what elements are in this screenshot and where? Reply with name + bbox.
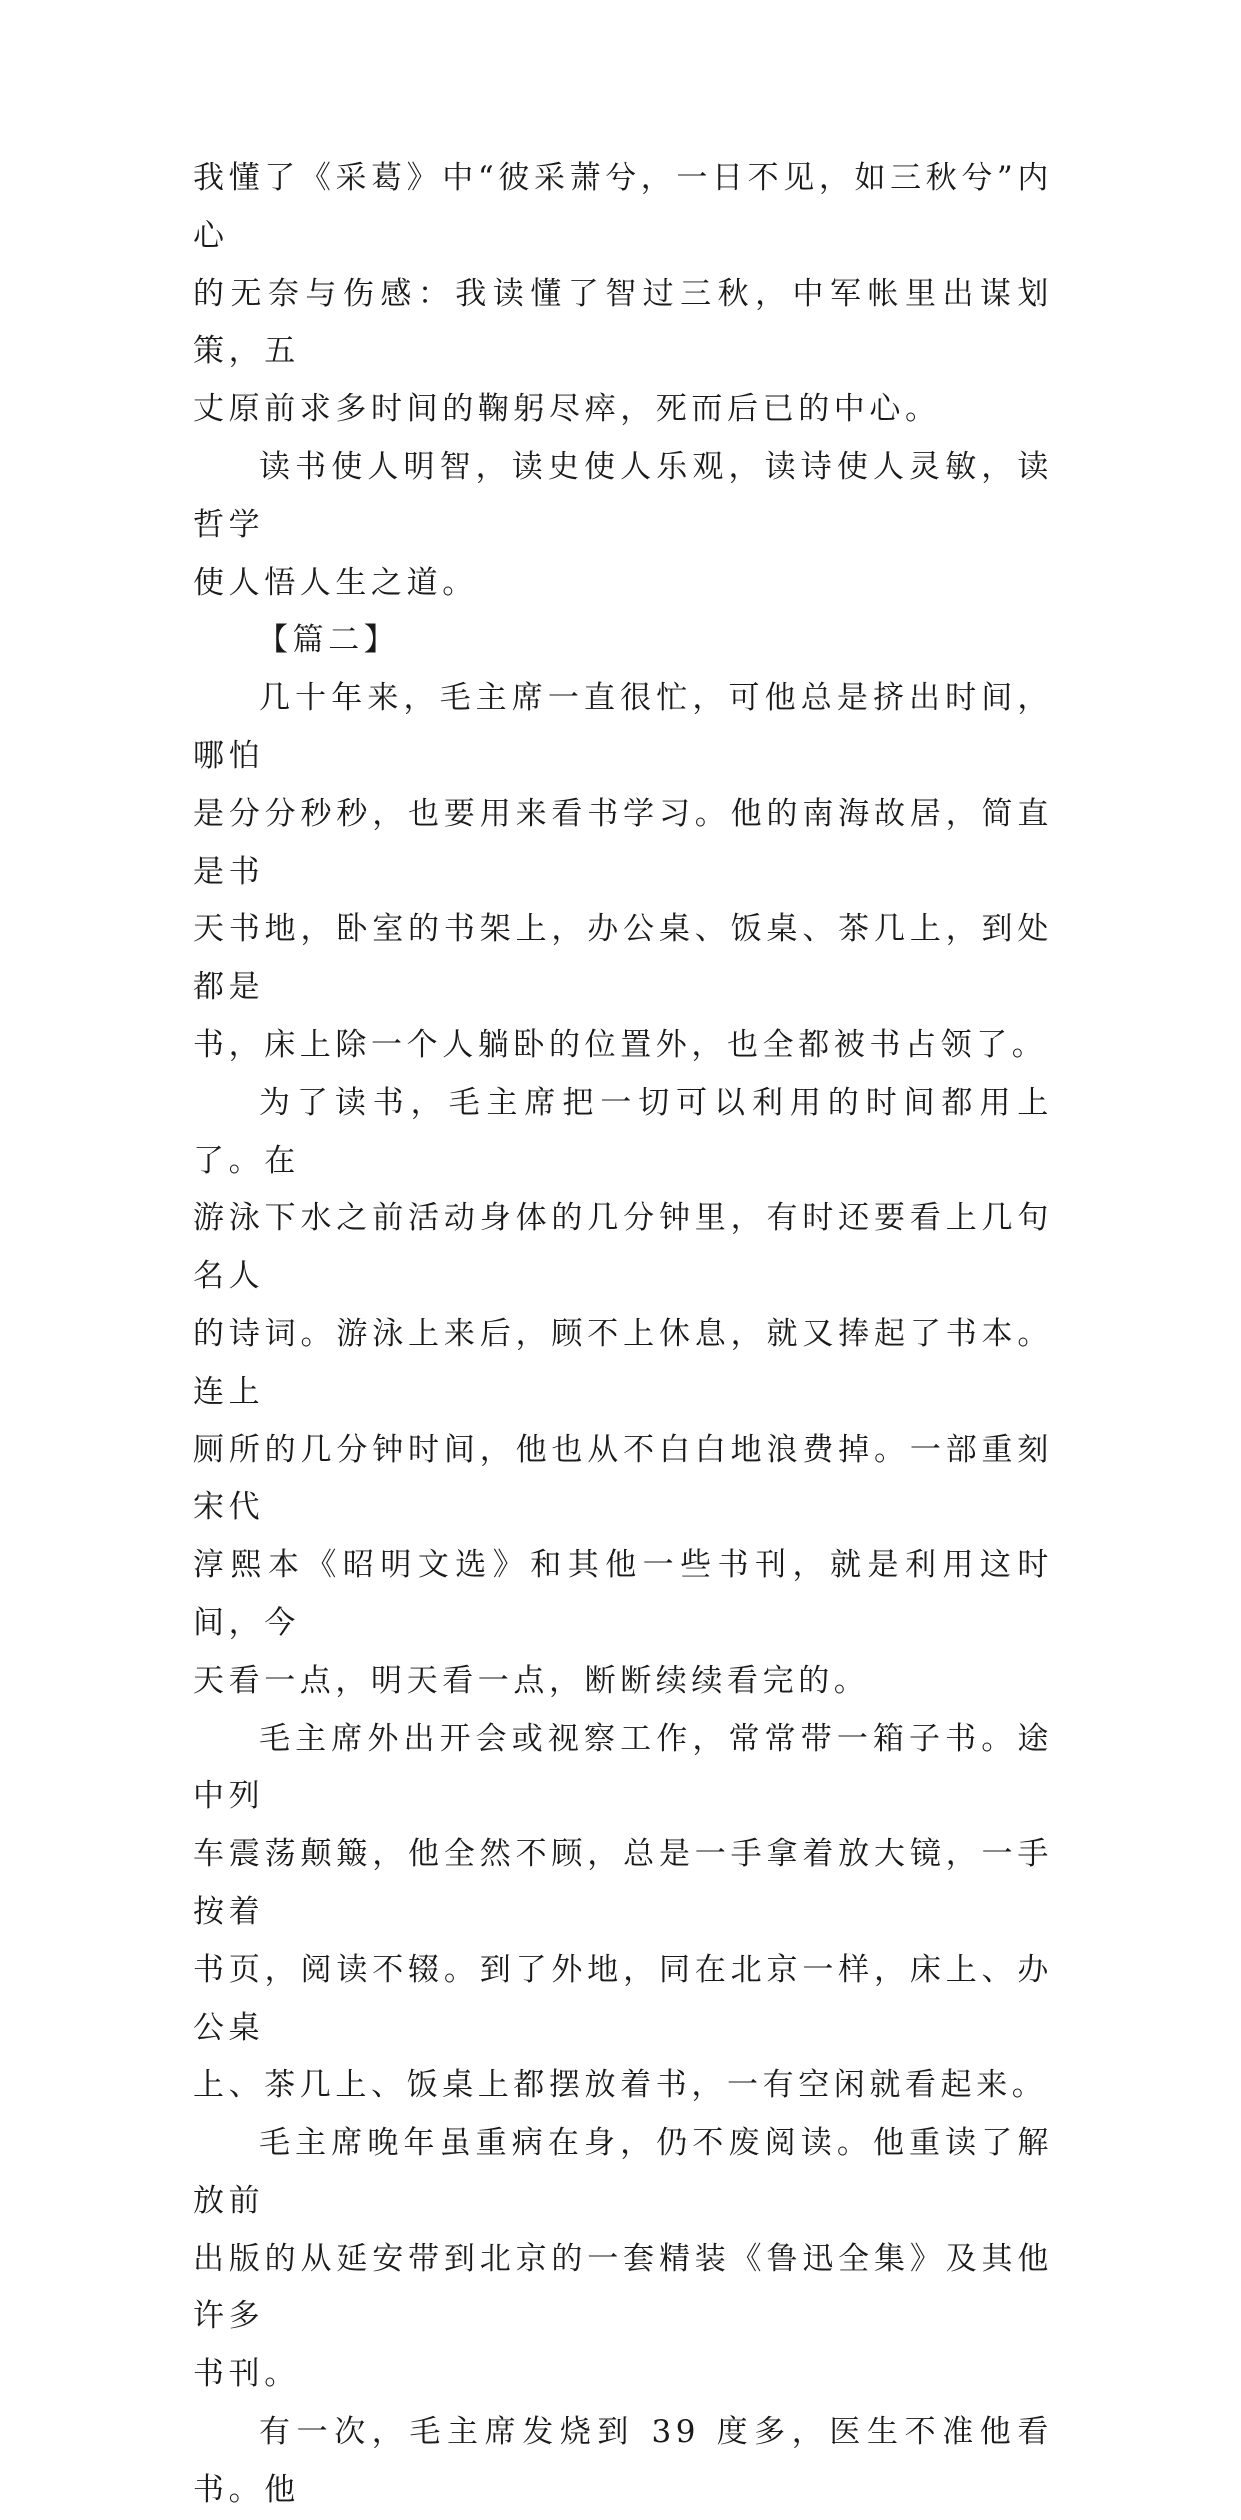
section-paragraph-2 (193, 1075, 1053, 1711)
text-line: 书页，阅读不辍。到了外地，同在北京一样，床上、办公桌 (193, 1951, 1053, 2046)
text-line: 车震荡颠簸，他全然不顾，总是一手拿着放大镜，一手按着 (193, 1836, 1053, 1930)
text-line: 毛主席外出开会或视察工作，常常带一箱子书。途中列 (193, 1720, 1053, 1815)
text-line: 上、茶几上、饭桌上都摆放着书，一有空闲就看起来。 (193, 2067, 1048, 2104)
document-body (193, 150, 1053, 2520)
text-line: 的诗词。游泳上来后，顾不上休息，就又捧起了书本。连上 (193, 1315, 1053, 1410)
paragraph-2 (193, 439, 1053, 612)
text-line: 有一次，毛主席发烧到 39 度多，医生不准他看书。他 (193, 2414, 1053, 2508)
text-line: 天看一点，明天看一点，断断续续看完的。 (193, 1662, 870, 1699)
text-line: 几十年来，毛主席一直很忙，可他总是挤出时间，哪怕 (193, 680, 1053, 774)
section-paragraph-1 (193, 670, 1053, 1075)
text-line: 我懂了《采葛》中“彼采萧兮，一日不见，如三秋兮”内心 (193, 160, 1053, 254)
paragraph-1 (193, 150, 1053, 439)
text-line: 书，床上除一个人躺卧的位置外，也全都被书占领了。 (193, 1026, 1048, 1063)
text-line: 书刊。 (193, 2356, 300, 2393)
text-line: 淳熙本《昭明文选》和其他一些书刊，就是利用这时间，今 (193, 1547, 1053, 1641)
section-paragraph-4 (193, 2115, 1053, 2404)
text-line: 游泳下水之前活动身体的几分钟里，有时还要看上几句名人 (193, 1200, 1053, 1295)
text-line: 读书使人明智，读史使人乐观，读诗使人灵敏，读哲学 (193, 448, 1053, 543)
text-line: 丈原前求多时间的鞠躬尽瘁，死而后已的中心。 (193, 391, 941, 428)
text-line: 为了读书，毛主席把一切可以利用的时间都用上了。在 (193, 1084, 1053, 1179)
text-line: 使人悟人生之道。 (193, 564, 478, 601)
text-line: 天书地，卧室的书架上，办公桌、饭桌、茶几上，到处都是 (193, 911, 1053, 1006)
text-line: 毛主席晚年虽重病在身，仍不废阅读。他重读了解放前 (193, 2125, 1053, 2219)
section-paragraph-5 (193, 2404, 1053, 2520)
section-heading: 【篇二】 (257, 622, 400, 659)
text-line: 出版的从延安带到北京的一套精装《鲁迅全集》及其他许多 (193, 2240, 1053, 2335)
text-line: 厕所的几分钟时间，他也从不白白地浪费掉。一部重刻宋代 (193, 1431, 1053, 1526)
text-line: 的无奈与伤感：我读懂了智过三秋，中军帐里出谋划策，五 (193, 275, 1053, 370)
section-paragraph-3 (193, 1711, 1053, 2116)
text-line: 是分分秒秒，也要用来看书学习。他的南海故居，简直是书 (193, 795, 1053, 890)
